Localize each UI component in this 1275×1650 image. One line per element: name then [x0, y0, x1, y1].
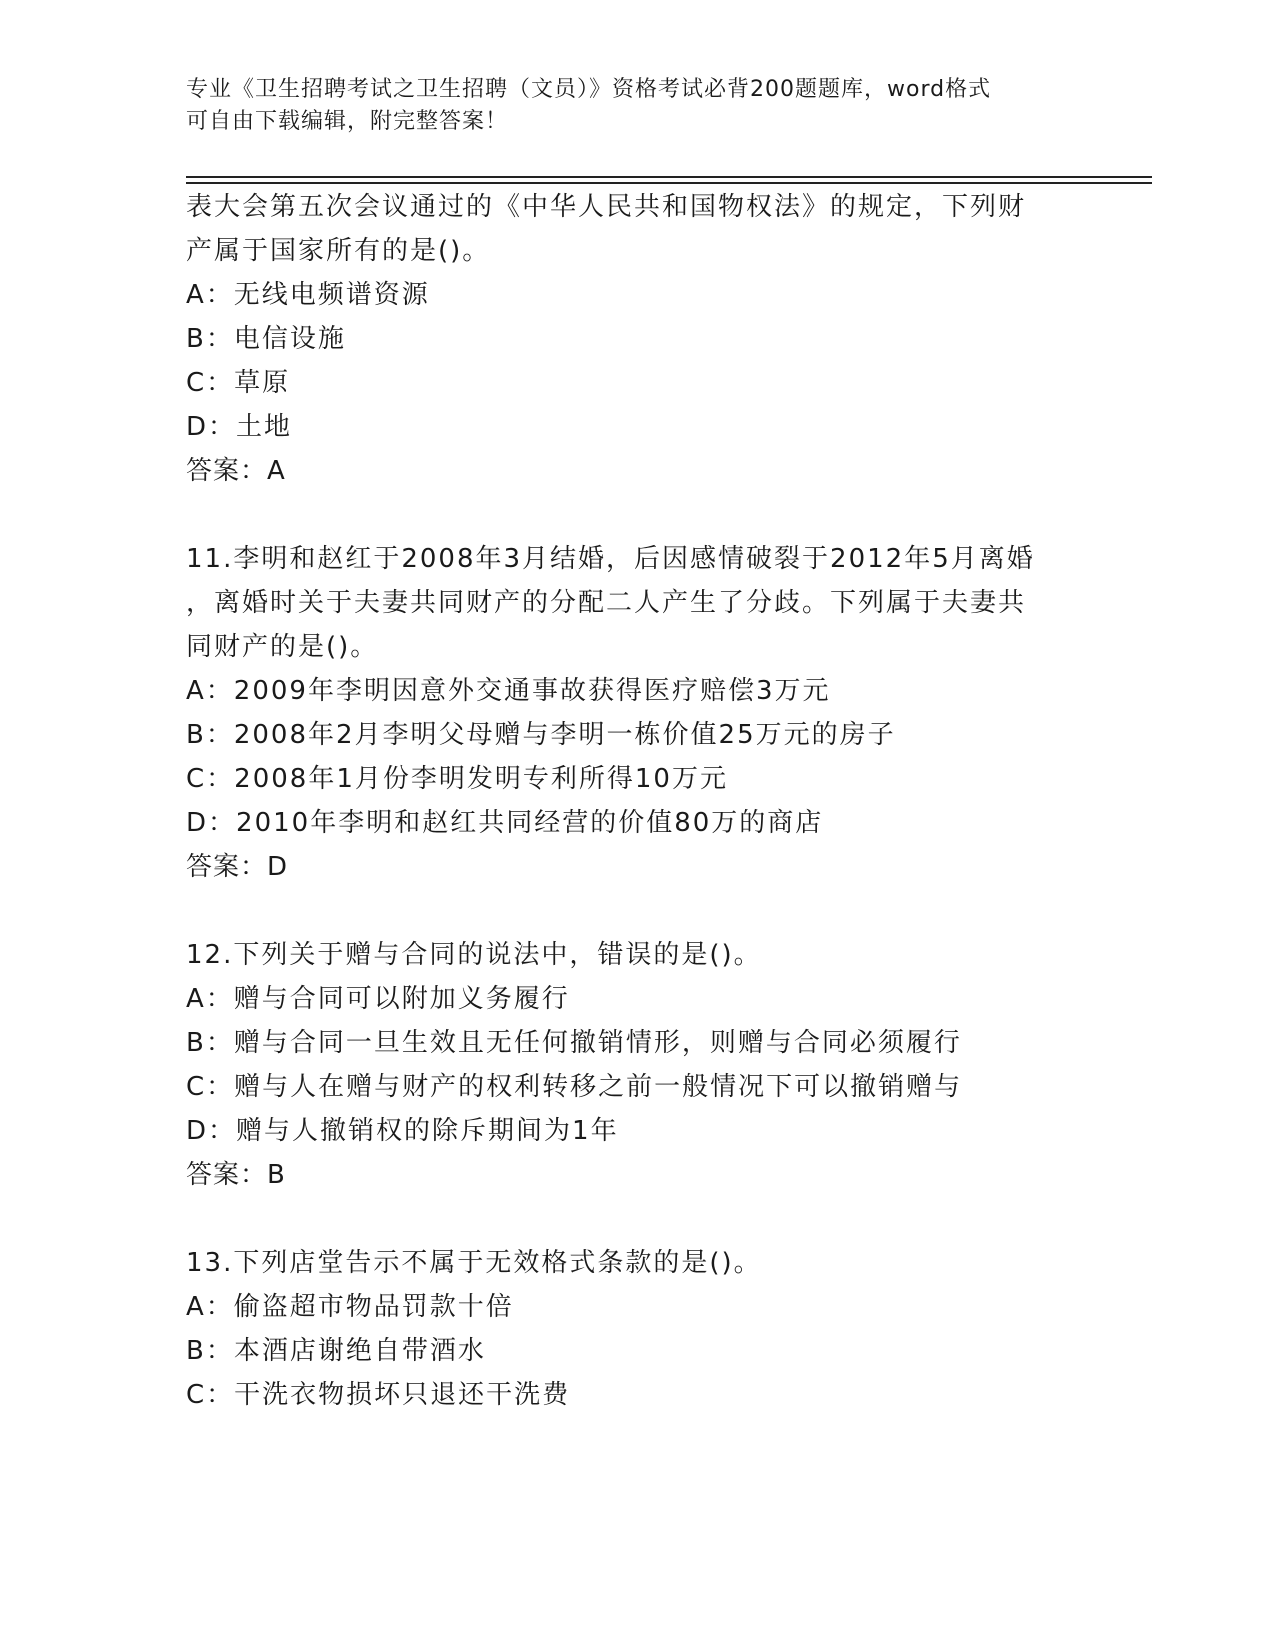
q13-option-b: B：本酒店谢绝自带酒水	[186, 1336, 486, 1366]
q11-text-line-1: 11.李明和赵红于2008年3月结婚，后因感情破裂于2012年5月离婚	[186, 544, 1035, 574]
q11-option-d: D：2010年李明和赵红共同经营的价值80万的商店	[186, 808, 824, 838]
header-line-2: 可自由下载编辑，附完整答案！	[186, 109, 509, 134]
document-header	[186, 74, 1066, 138]
q10-option-a: A：无线电频谱资源	[186, 280, 430, 310]
q12-answer: 答案：B	[186, 1160, 286, 1190]
q11-text-line-2: ，离婚时关于夫妻共同财产的分配二人产生了分歧。下列属于夫妻共	[186, 588, 1027, 618]
q12-option-d: D：赠与人撤销权的除斥期间为1年	[186, 1116, 619, 1146]
q10-option-d: D：土地	[186, 412, 293, 442]
q11-answer: 答案：D	[186, 852, 289, 882]
q10-option-b: B：电信设施	[186, 324, 346, 354]
q12-text-line-1: 12.下列关于赠与合同的说法中，错误的是()。	[186, 940, 762, 970]
q12-option-b: B：赠与合同一旦生效且无任何撤销情形，则赠与合同必须履行	[186, 1028, 962, 1058]
q10-option-c: C：草原	[186, 368, 291, 398]
q11-option-c: C：2008年1月份李明发明专利所得10万元	[186, 764, 728, 794]
q12-option-c: C：赠与人在赠与财产的权利转移之前一般情况下可以撤销赠与	[186, 1072, 963, 1102]
q11-option-b: B：2008年2月李明父母赠与李明一栋价值25万元的房子	[186, 720, 896, 750]
q12-option-a: A：赠与合同可以附加义务履行	[186, 984, 570, 1014]
q11-option-a: A：2009年李明因意外交通事故获得医疗赔偿3万元	[186, 676, 831, 706]
q10-text-line-1: 表大会第五次会议通过的《中华人民共和国物权法》的规定，下列财	[186, 192, 1027, 222]
q10-text-line-2: 产属于国家所有的是()。	[186, 236, 491, 266]
header-line-1: 专业《卫生招聘考试之卫生招聘（文员）》资格考试必背200题题库，word格式	[186, 77, 992, 102]
q13-option-a: A：偷盗超市物品罚款十倍	[186, 1292, 514, 1322]
header-divider-top	[186, 176, 1152, 178]
q10-answer: 答案：A	[186, 456, 286, 486]
q11-text-line-3: 同财产的是()。	[186, 632, 379, 662]
q13-text-line-1: 13.下列店堂告示不属于无效格式条款的是()。	[186, 1248, 762, 1278]
header-divider-bottom	[186, 182, 1152, 184]
q13-option-c: C：干洗衣物损坏只退还干洗费	[186, 1380, 571, 1410]
